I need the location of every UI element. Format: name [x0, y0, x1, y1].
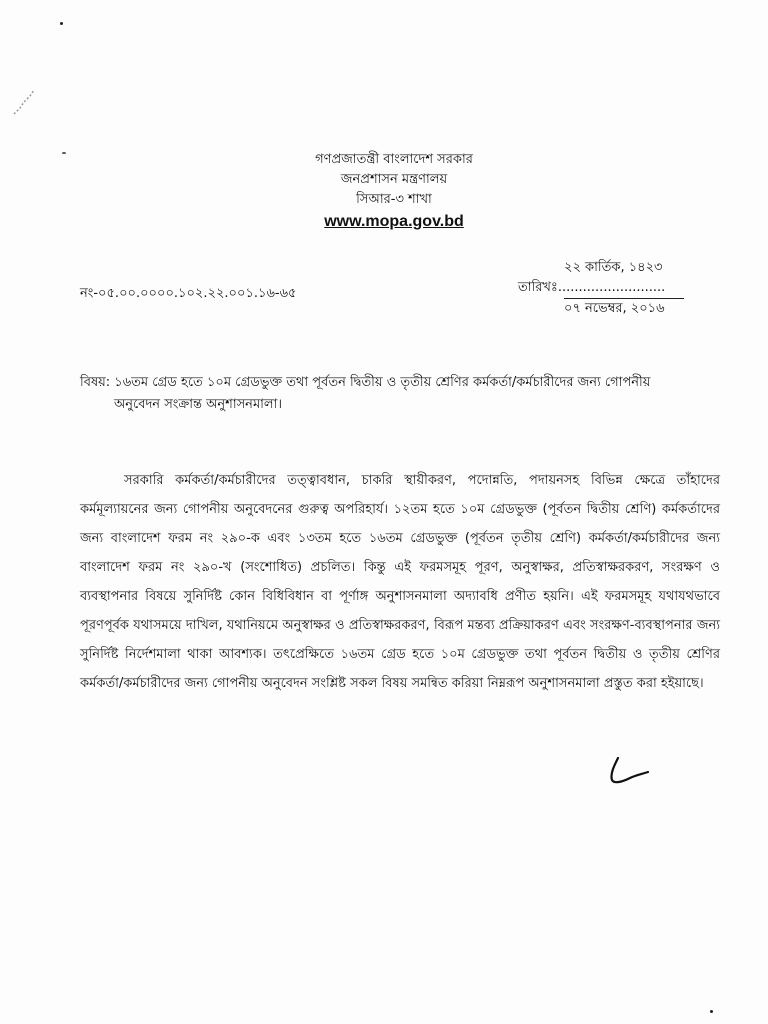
government-name: গণপ্রজাতন্ত্রী বাংলাদেশ সরকার	[315, 152, 473, 167]
body-paragraph: সরকারি কর্মকর্তা/কর্মচারীদের তত্ত্বাবধান, চাকরি স্থায়ীকরণ, পদোন্নতি, পদায়নসহ বিভিন্ন ক্ষেত্রে তাঁহাদের কর্মমূল্যায়নের জন্য গোপনীয় অনুবেদনের গুরুত্ব অপরিহার্য। ১২তম হতে ১০ম গ্রেডভুক্ত (পূর্বতন দ্বিতীয় শ্রেণি) কর্মকর্তাদের জন্য বাংলাদেশ ফরম নং ২৯০-ক এবং ১৩তম হতে ১৬তম গ্রেডভুক্ত (পূর্বতন তৃতীয় শ্রেণি) কর্মকর্তা/কর্মচারীদের জন্য বাংলাদেশ ফরম নং ২৯০-খ (সংশোধিত) প্রচলিত। কিন্তু এই ফরমসমূহ পূরণ, অনুস্বাক্ষর, প্রতিস্বাক্ষরকরণ, সংরক্ষণ ও ব্যবস্থাপনার বিষয়ে সুনির্দিষ্ট কোন বিধিবিধান বা পূর্ণাঙ্গ অনুশাসনমালা অদ্যাবধি প্রণীত হয়নি। এই ফরমসমূহ যথাযথভাবে পূরণপূর্বক যথাসময়ে দাখিল, যথানিয়মে অনুস্বাক্ষর ও প্রতিস্বাক্ষরকরণ, বিরূপ মন্তব্য প্রক্রিয়াকরণ এবং সংরক্ষণ-ব্যবস্থাপনার জন্য সুনির্দিষ্ট নির্দেশমালা থাকা আবশ্যক। তৎপ্রেক্ষিতে ১৬তম গ্রেড হতে ১০ম গ্রেডভুক্ত তথা পূর্বতন দ্বিতীয় ও তৃতীয় শ্রেণির কর্মকর্তা/কর্মচারীদের জন্য গোপনীয় অনুবেদন সংশ্লিষ্ট সকল বিষয় সমন্বিত করিয়া নিম্নরূপ অনুশাসনমালা প্রস্তুত করা হইয়াছে।	[80, 473, 720, 691]
date-block	[518, 258, 718, 319]
english-date: ০৭ নভেম্বর, ২০১৬	[564, 298, 684, 319]
margin-mark	[10, 80, 40, 120]
scan-speck	[710, 1010, 713, 1013]
website-link[interactable]: www.mopa.gov.bd	[324, 213, 464, 230]
scan-speck	[60, 22, 63, 25]
subject-line-1: বিষয়: ১৬তম গ্রেড হতে ১০ম গ্রেডভুক্ত তথা পূর্বতন দ্বিতীয় ও তৃতীয় শ্রেণির কর্মকর্তা/কর্মচারীদের জন্য গোপনীয়	[80, 375, 651, 390]
letterhead	[0, 150, 768, 232]
date-label: তারিখঃ..........................	[518, 280, 666, 295]
bangla-date: ২২ কার্তিক, ১৪২৩	[564, 260, 663, 275]
initial-signature	[604, 752, 654, 792]
subject-line-2: অনুবেদন সংক্রান্ত অনুশাসনমালা।	[114, 397, 283, 412]
subject-block	[80, 372, 720, 416]
reference-number: নং-০৫.০০.০০০০.১০২.২২.০০১.১৬-৬৫	[80, 286, 297, 301]
ministry-name: জনপ্রশাসন মন্ত্রণালয়	[340, 172, 448, 187]
section-name: সিআর-৩ শাখা	[356, 192, 432, 207]
